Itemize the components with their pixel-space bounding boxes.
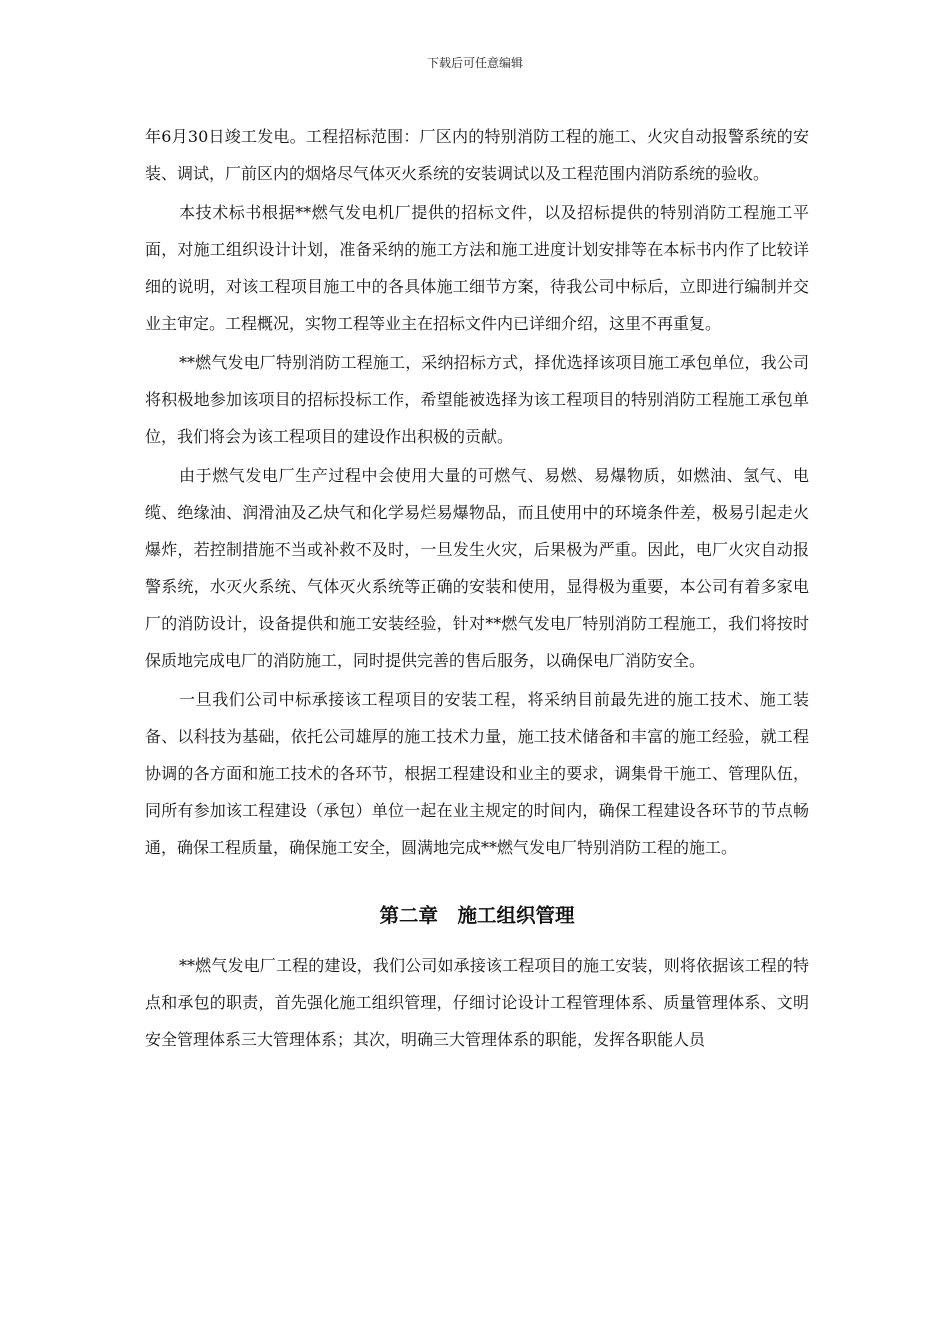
paragraph-3: **燃气发电厂特别消防工程施工，采纳招标方式，择优选择该项目施工承包单位，我公司将积极地参加该项目的招标投标工作，希望能被选择为该工程项目的特别消防工程施工承包单位，我们将会为该工程项目的建设作出积极的贡献。: [145, 353, 809, 446]
chapter-title: 第二章 施工组织管理: [379, 904, 575, 927]
document-body: [145, 118, 809, 1058]
paragraph-5: 一旦我们公司中标承接该工程项目的安装工程，将采纳目前最先进的施工技术、施工装备、以科技为基础，依托公司雄厚的施工技术力量，施工技术储备和丰富的施工经验，就工程协调的各方面和施工技术的各环节，根据工程建设和业主的要求，调集骨干施工、管理队伍，同所有参加该工程建设（承包）单位一起在业主规定的时间内，确保工程建设各环节的节点畅通，确保工程质量，确保施工安全，圆满地完成**燃气发电厂特别消防工程的施工。: [145, 690, 809, 857]
paragraph-2: 本技术标书根据**燃气发电机厂提供的招标文件，以及招标提供的特别消防工程施工平面，对施工组织设计计划，准备采纳的施工方法和施工进度计划安排等在本标书内作了比较详细的说明，对该工程项目施工中的各具体施工细节方案，待我公司中标后，立即进行编制并交业主审定。工程概况，实物工程等业主在招标文件内已详细介绍，这里不再重复。: [145, 203, 809, 333]
paragraph-6: **燃气发电厂工程的建设，我们公司如承接该工程项目的施工安装，则将依据该工程的特点和承包的职责，首先强化施工组织管理，仔细讨论设计工程管理体系、质量管理体系、文明安全管理体系三大管理体系；其次，明确三大管理体系的职能，发挥各职能人员: [145, 956, 809, 1049]
paragraph-1: 年6月30日竣工发电。工程招标范围：厂区内的特别消防工程的施工、火灾自动报警系统的安装、调试，厂前区内的烟烙尽气体灭火系统的安装调试以及工程范围内消防系统的验收。: [145, 127, 809, 183]
page-header: 下载后可任意编辑: [426, 56, 523, 70]
paragraph-4: 由于燃气发电厂生产过程中会使用大量的可燃气、易燃、易爆物质，如燃油、氢气、电缆、绝缘油、润滑油及乙炔气和化学易烂易爆物品，而且使用中的环境条件差，极易引起走火爆炸，若控制措施不当或补救不及时，一旦发生火灾，后果极为严重。因此，电厂火灾自动报警系统，水灭火系统、气体灭火系统等正确的安装和使用，显得极为重要，本公司有着多家电厂的消防设计，设备提供和施工安装经验，针对**燃气发电厂特别消防工程施工，我们将按时保质地完成电厂的消防施工，同时提供完善的售后服务，以确保电厂消防安全。: [145, 466, 809, 670]
